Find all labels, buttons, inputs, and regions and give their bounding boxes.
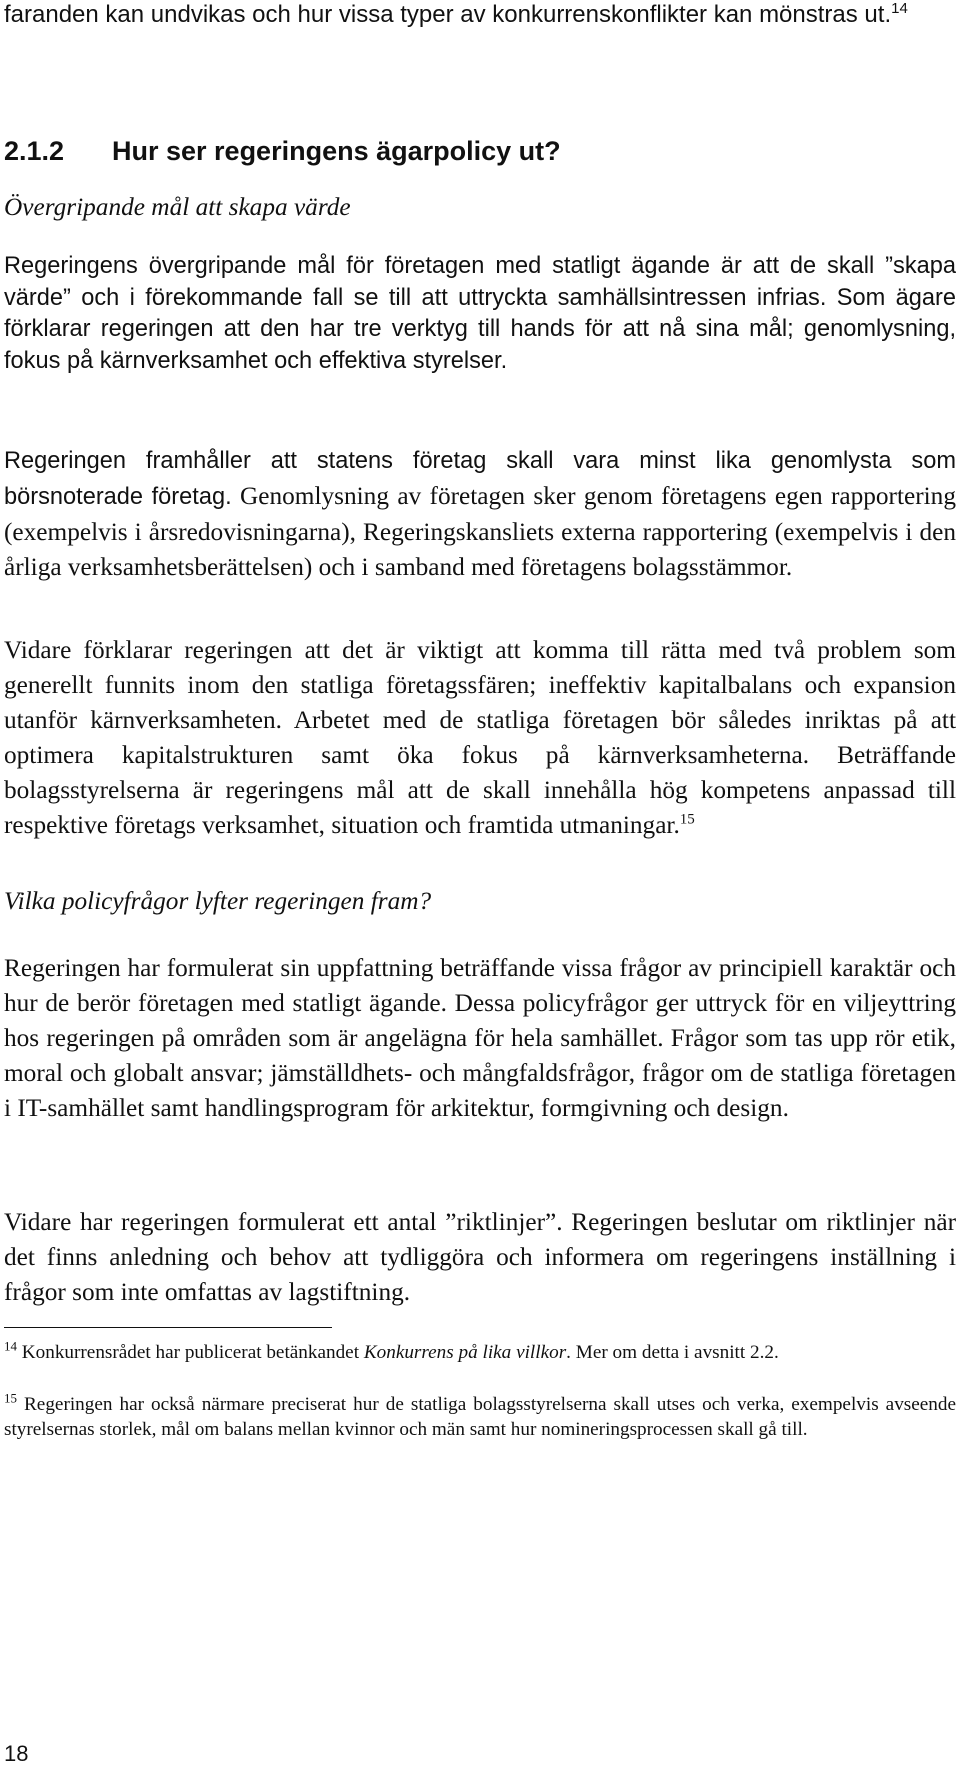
section-title: Hur ser regeringens ägarpolicy ut? (112, 136, 561, 166)
paragraph-4 (4, 951, 956, 1126)
footnote-14-title: Konkurrens på lika villkor (363, 1342, 567, 1363)
top-fragment-text: faranden kan undvikas och hur vissa typer av konkurrenskonflikter kan mönstras ut. (4, 1, 892, 28)
footnote-14-text-after: . Mer om detta i avsnitt 2.2. (566, 1342, 779, 1363)
paragraph-4-text: Regeringen har formulerat sin uppfattning beträffande vissa frågor av principiell karaktär och hur de berör företagen med statligt ägande. Dessa policyfrågor ger uttryck för en viljeyttring hos regeringen på områden som är angelägna för hela samhället. Frågor som tas upp rör etik, moral och globalt ansvar; jämställdhets- och mångfaldsfrågor, frågor om de statliga företagen i IT-samhället samt handlingsprogram för arkitektur, formgivning och design. (4, 954, 956, 1122)
paragraph-3-text: Vidare förklarar regeringen att det är viktigt att komma till rätta med två problem som generellt funnits inom den statliga företagssfären; ineffektiv kapitalbalans och expansion utanför kärnverksamheten. Arbetet med de statliga företagen bör således inriktas på att optimera kapitalstrukturen samt öka fokus på kärnverksamheterna. Beträffande bolagsstyrelserna är regeringens mål att de skall innehålla hög kompetens anpassad till respektive företags verksamhet, situation och framtida utmaningar. (4, 636, 956, 839)
section-number: 2.1.2 (4, 136, 65, 166)
paragraph-1-text: Regeringens övergripande mål för företagen med statligt ägande är att de skall ”skapa värde” och i förekommande fall se till att uttryckta samhällsintressen infrias. Som ägare förklarar regeringen att den har tre verktyg till hands för att nå sina mål; genomlysning, fokus på kärnverksamhet och effektiva styrelser. (4, 253, 956, 374)
footnote-separator (4, 1327, 332, 1328)
footnote-14-text-before: Konkurrensrådet har publicerat betänkandet (17, 1342, 364, 1363)
paragraph-2-serif: Genomlysning av företagen sker genom företagens egen rapportering (exempelvis i årsredovisningarna), Regeringskansliets externa rapportering (exempelvis i den årliga verksamhetsberättelsen) och i samband med företagens bolagsstämmor. (4, 482, 956, 581)
paragraph-2 (4, 443, 956, 585)
page-number: 18 (4, 1741, 29, 1766)
top-fragment (4, 0, 956, 32)
footnote-14-marker: 14 (4, 1338, 17, 1354)
footnote-ref-15[interactable]: 15 (679, 811, 695, 828)
section-heading (4, 134, 561, 168)
paragraph-1 (4, 251, 956, 377)
paragraph-5 (4, 1205, 956, 1310)
paragraph-5-text: Vidare har regeringen formulerat ett antal ”riktlinjer”. Regeringen beslutar om riktlinjer när det finns anledning och behov att tydliggöra och informera om regeringens inställning i frågor som inte omfattas av lagstiftning. (4, 1208, 956, 1306)
subheading-policy-questions: Vilka policyfrågor lyfter regeringen fram? (4, 887, 432, 915)
subheading-overall-goal: Övergripande mål att skapa värde (4, 193, 351, 221)
footnote-ref-14[interactable]: 14 (891, 0, 908, 17)
footnote-15-text: Regeringen har också närmare preciserat hur de statliga bolagsstyrelserna skall utses och verka, exempelvis avseende styrelsernas storlek, mål om balans mellan kvinnor och män samt hur nomineringsprocessen skall gå till. (4, 1394, 956, 1440)
footnote-15 (4, 1390, 956, 1442)
paragraph-2-sans: Regeringen framhåller att statens företag skall vara minst lika genomlysta som börsnoterade företag. (4, 448, 956, 510)
footnote-15-marker: 15 (4, 1390, 17, 1406)
paragraph-3 (4, 633, 956, 843)
footnote-14 (4, 1338, 956, 1366)
